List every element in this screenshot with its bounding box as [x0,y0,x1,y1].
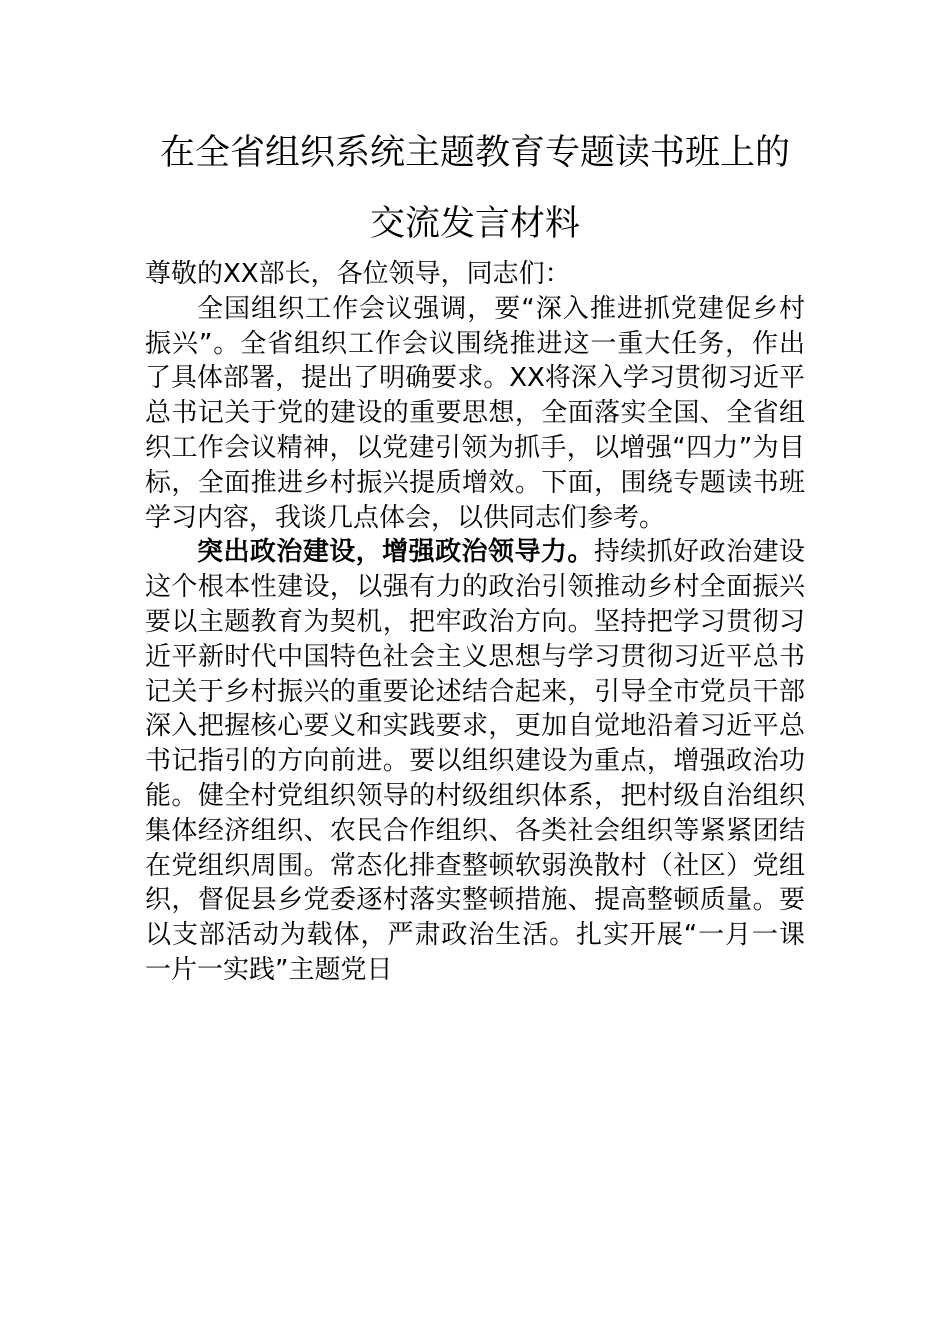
paragraph-body: 持续抓好政治建设这个根本性建设，以强有力的政治引领推动乡村全面振兴要以主题教育为契机，把牢政治方向。坚持把学习贯彻习近平新时代中国特色社会主义思想与学习贯彻习近平总书记关于乡村振兴的重要论述结合起来，引导全市党员干部深入把握核心要义和实践要求，更加自觉地沿着习近平总书记指引的方向前进。要以组织建设为重点，增强政治功能。健全村党组织领导的村级组织体系，把村级自治组织集体经济组织、农民合作组织、各类社会组织等紧紧团结在党组织周围。常态化排查整顿软弱涣散村（社区）党组织，督促县乡党委逐村落实整顿措施、提高整顿质量。要以支部活动为载体，严肃政治生活。扎实开展“一月一课一片一实践”主题党日 [145,537,805,985]
paragraph-intro: 全国组织工作会议强调，要“深入推进抓党建促乡村振兴”。全省组织工作会议围绕推进这一重大任务，作出了具体部署，提出了明确要求。XX将深入学习贯彻习近平总书记关于党的建设的重要思想，全面落实全国、全省组织工作会议精神，以党建引领为抓手，以增强“四力”为目标，全面推进乡村振兴提质增效。下面，围绕专题读书班学习内容，我谈几点体会，以供同志们参考。 [145,293,805,533]
document-title-line-2: 交流发言材料 [369,204,580,244]
document-body [145,257,805,988]
salutation: 尊敬的XX部长，各位领导，同志们： [145,259,571,289]
document-title-line-1: 在全省组织系统主题教育专题读书班上的 [159,133,790,173]
paragraph-political-building [145,535,805,987]
paragraph-heading: 突出政治建设，增强政治领导力。 [197,537,594,568]
